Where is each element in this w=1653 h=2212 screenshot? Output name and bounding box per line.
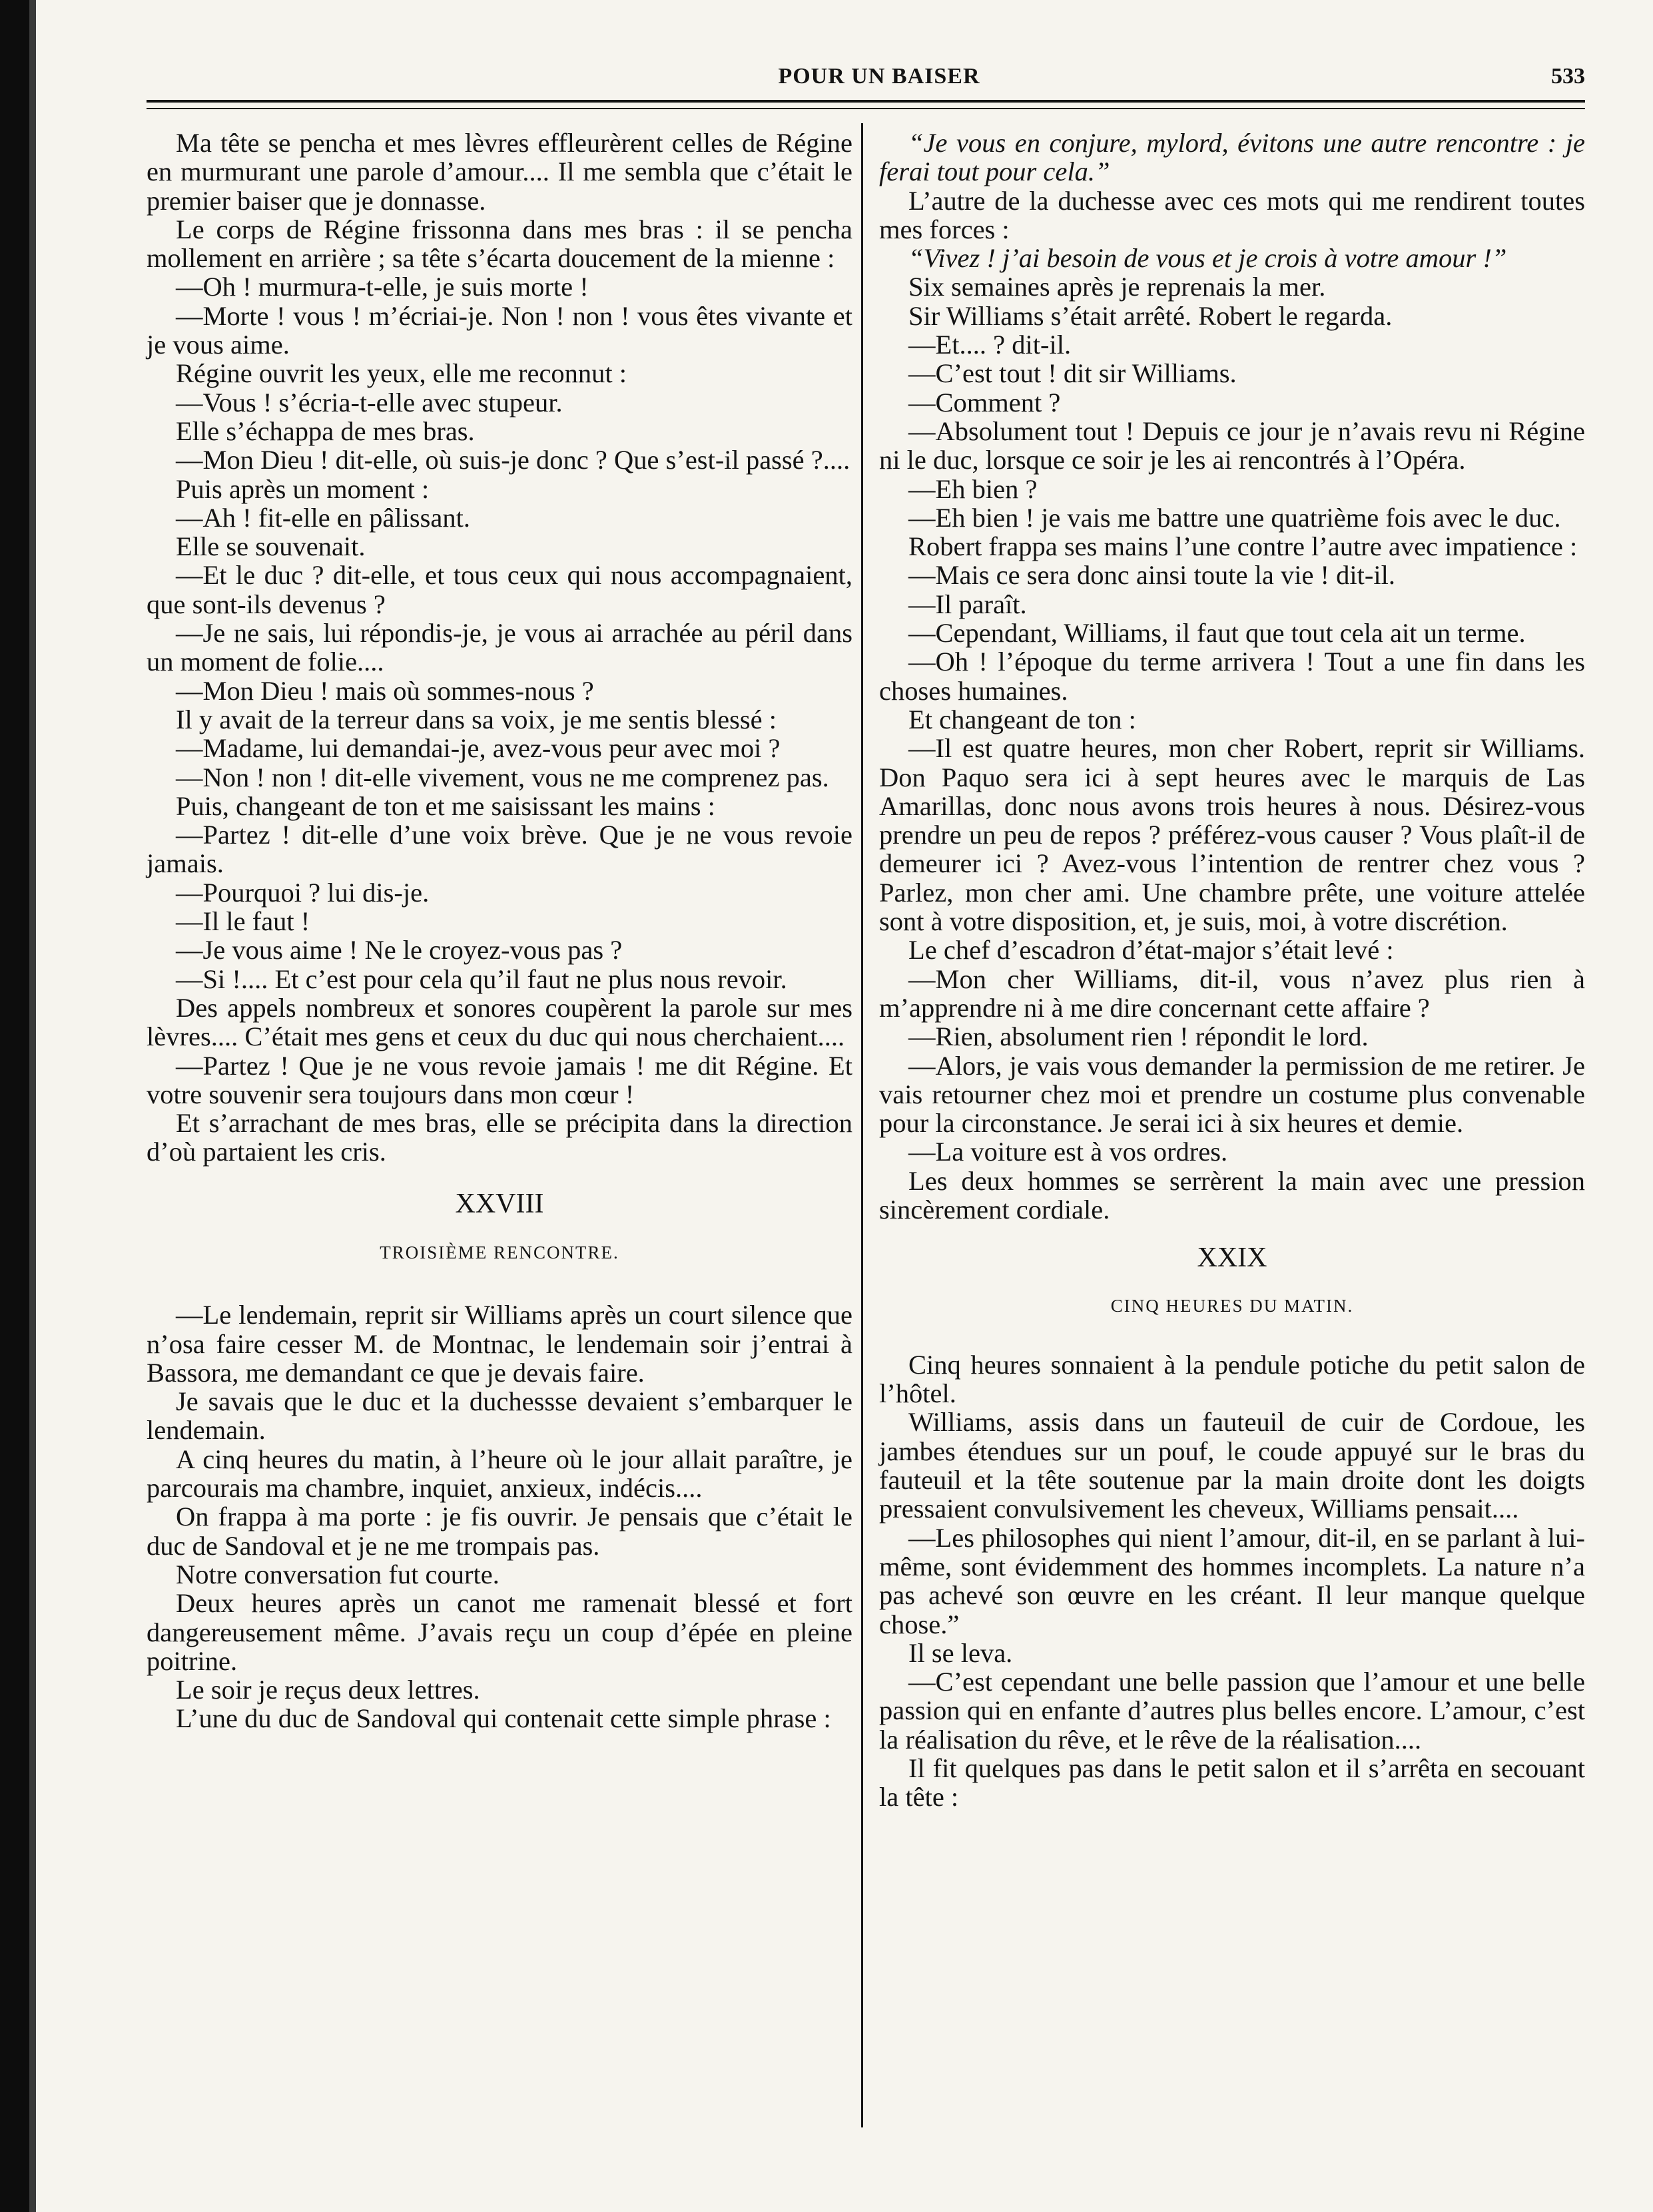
- paragraph: —Oh ! l’époque du terme arrivera ! Tout a une fin dans les choses humaines.: [879, 647, 1585, 706]
- paragraph: —Alors, je vais vous demander la permission de me retirer. Je vais retourner chez moi et prendre un costume plus convenable pour la circonstance. Je serai ici à six heures et demie.: [879, 1050, 1585, 1139]
- paragraph: —Mais ce sera donc ainsi toute la vie ! dit-il.: [908, 560, 1396, 591]
- paragraph: —La voiture est à vos ordres.: [908, 1137, 1228, 1167]
- right-column: [879, 129, 1585, 1812]
- paragraph: —Je ne sais, lui répondis-je, je vous ai arrachée au péril dans un moment de folie....: [147, 618, 852, 677]
- paragraph: —Il le faut !: [176, 906, 310, 937]
- page-number: 533: [1551, 64, 1585, 89]
- paragraph: —Morte ! vous ! m’écriai-je. Non ! non ! vous êtes vivante et je vous aime.: [147, 300, 852, 360]
- paragraph: —C’est tout ! dit sir Williams.: [908, 358, 1237, 389]
- paragraph: —Le lendemain, reprit sir Williams après un court silence que n’osa faire cesser M. de Montnac, le lendemain soir j’entrai à Bassora, me demandant ce que je devais faire.: [147, 1300, 852, 1388]
- paragraph: Et changeant de ton :: [908, 704, 1136, 734]
- paragraph: —Partez ! dit-elle d’une voix brève. Que je ne vous revoie jamais.: [147, 820, 852, 879]
- paragraph: —Et le duc ? dit-elle, et tous ceux qui nous accompagnaient, que sont-ils devenus ?: [147, 560, 852, 619]
- paragraph: Williams, assis dans un fauteuil de cuir de Cordoue, les jambes étendues sur un pouf, le coude appuyé sur le bras du fauteuil et la tête soutenue par la main droite dont les doigts pressaient convulsivement les cheveux, Williams pensait....: [879, 1407, 1585, 1524]
- header-rule-thin: [147, 108, 1585, 109]
- paragraph: Des appels nombreux et sonores coupèrent la parole sur mes lèvres.... C’était mes gens et ceux du duc qui nous cherchaient....: [147, 992, 852, 1052]
- paragraph: —Les philosophes qui nient l’amour, dit-il, en se parlant à lui-même, sont évidemment des hommes incomplets. La nature n’a pas achevé son œuvre en les créant. Il leur manque quelque chose.”: [879, 1522, 1585, 1639]
- paragraph: Six semaines après je reprenais la mer.: [908, 272, 1326, 302]
- paragraph: Il y avait de la terreur dans sa voix, je me sentis blessé :: [176, 704, 777, 734]
- paragraph: —Non ! non ! dit-elle vivement, vous ne me comprenez pas.: [176, 762, 829, 792]
- paragraph: —Il est quatre heures, mon cher Robert, reprit sir Williams. Don Paquo sera ici à sept heures avec le marquis de Las Amarillas, donc nous avons trois heures à nous. Désirez-vous prendre un peu de repos ? préférez-vous causer ? Vous plaît-il de demeurer ici ? Avez-vous l’intention de rentrer chez vous ? Parlez, mon cher ami. Une chambre prête, une voiture attelée sont à votre disposition, et, je suis, moi, à votre discrétion.: [879, 733, 1585, 937]
- paragraph: Régine ouvrit les yeux, elle me reconnut :: [176, 358, 627, 389]
- column-divider: [861, 123, 863, 2127]
- chapter-number: XXVIII: [455, 1188, 544, 1219]
- paragraph: Il se leva.: [908, 1637, 1013, 1668]
- paragraph: —Mon Dieu ! dit-elle, où suis-je donc ? Que s’est-il passé ?....: [176, 445, 850, 475]
- paragraph: —C’est cependant une belle passion que l’amour et une belle passion qui en enfante d’autres plus belles encore. L’amour, c’est la réalisation du rêve, et le rêve de la réalisation....: [879, 1667, 1585, 1755]
- paragraph: Je savais que le duc et la duchessse devaient s’embarquer le lendemain.: [147, 1386, 852, 1446]
- paragraph: —Il paraît.: [908, 589, 1027, 619]
- paragraph: Et s’arrachant de mes bras, elle se précipita dans la direction d’où partaient les cris.: [147, 1108, 852, 1167]
- paragraph: Le soir je reçus deux lettres.: [176, 1675, 480, 1705]
- paragraph: —Mon Dieu ! mais où sommes-nous ?: [176, 675, 594, 706]
- paragraph: —Mon cher Williams, dit-il, vous n’avez plus rien à m’apprendre ni à me dire concernant cette affaire ?: [879, 964, 1585, 1023]
- paragraph: Puis après un moment :: [176, 473, 430, 504]
- paragraph: —Rien, absolument rien ! répondit le lord.: [908, 1021, 1369, 1052]
- paragraph: —Cependant, Williams, il faut que tout cela ait un terme.: [908, 618, 1526, 649]
- paragraph: —Comment ?: [908, 387, 1061, 417]
- paragraph: Sir Williams s’était arrêté. Robert le regarda.: [908, 300, 1393, 331]
- header-rule: [147, 100, 1585, 103]
- paragraph: —Eh bien ! je vais me battre une quatrième fois avec le duc.: [908, 502, 1561, 533]
- paragraph: Notre conversation fut courte.: [176, 1559, 499, 1589]
- left-text-after: [147, 1300, 852, 1733]
- paragraph: Deux heures après un canot me ramenait blessé et fort dangereusement même. J’avais reçu un coup d’épée en pleine poitrine.: [147, 1588, 852, 1676]
- paragraph: Robert frappa ses mains l’une contre l’autre avec impatience :: [908, 531, 1578, 562]
- paragraph: Cinq heures sonnaient à la pendule potiche du petit salon de l’hôtel.: [879, 1349, 1585, 1409]
- paragraph: Elle se souvenait.: [176, 531, 366, 562]
- paragraph: —Si !.... Et c’est pour cela qu’il faut ne plus nous revoir.: [176, 964, 787, 994]
- paragraph: —Oh ! murmura-t-elle, je suis morte !: [176, 272, 589, 302]
- paragraph: —Eh bien ?: [908, 473, 1038, 504]
- binding-edge: [29, 0, 36, 2212]
- letter-quote-duchess: “Vivez ! j’ai besoin de vous et je crois à votre amour !”: [908, 243, 1507, 274]
- paragraph: Il fit quelques pas dans le petit salon et il s’arrêta en secouant la tête :: [879, 1753, 1585, 1812]
- paragraph: —Partez ! Que je ne vous revoie jamais ! me dit Régine. Et votre souvenir sera toujours dans mon cœur !: [147, 1050, 852, 1109]
- paragraph: —Ah ! fit-elle en pâlissant.: [176, 502, 470, 533]
- page-header: [147, 64, 1585, 104]
- left-text-before: [147, 129, 852, 1167]
- paragraph: Les deux hommes se serrèrent la main avec une pression sincèrement cordiale.: [879, 1165, 1585, 1225]
- paragraph: L’autre de la duchesse avec ces mots qui me rendirent toutes mes forces :: [879, 185, 1585, 244]
- paragraph: Puis, changeant de ton et me saisissant les mains :: [176, 790, 715, 821]
- paragraph: Le corps de Régine frissonna dans mes bras : il se pencha mollement en arrière ; sa tête s’écarta doucement de la mienne :: [147, 214, 852, 274]
- running-title: POUR UN BAISER: [778, 64, 980, 89]
- paragraph: On frappa à ma porte : je fis ouvrir. Je pensais que c’était le duc de Sandoval et je ne me trompais pas.: [147, 1502, 852, 1561]
- paragraph: Elle s’échappa de mes bras.: [176, 415, 475, 446]
- letter-quote-duke: “Je vous en conjure, mylord, évitons une autre rencontre : je ferai tout pour cela.”: [879, 128, 1585, 187]
- left-column: [147, 129, 852, 1733]
- chapter-number: XXIX: [1197, 1243, 1267, 1274]
- chapter-title: CINQ HEURES DU MATIN.: [1110, 1295, 1354, 1316]
- chapter-title: TROISIÈME RENCONTRE.: [380, 1242, 619, 1262]
- paragraph: —Et.... ? dit-il.: [908, 330, 1072, 360]
- paragraph: Le chef d’escadron d’état-major s’était levé :: [908, 935, 1394, 966]
- paragraph: —Je vous aime ! Ne le croyez-vous pas ?: [176, 935, 623, 966]
- paragraph: Ma tête se pencha et mes lèvres effleurèrent celles de Régine en murmurant une parole d’amour.... Il me sembla que c’était le premier baiser que je donnasse.: [147, 128, 852, 216]
- right-text-after: [879, 1350, 1585, 1812]
- paragraph: L’une du duc de Sandoval qui contenait cette simple phrase :: [176, 1703, 831, 1734]
- paragraph: —Pourquoi ? lui dis-je.: [176, 877, 430, 908]
- paragraph: —Madame, lui demandai-je, avez-vous peur avec moi ?: [176, 733, 781, 764]
- paragraph: A cinq heures du matin, à l’heure où le jour allait paraître, je parcourais ma chambre, inquiet, anxieux, indécis....: [147, 1444, 852, 1504]
- right-text-middle: [879, 272, 1585, 1224]
- paragraph: —Absolument tout ! Depuis ce jour je n’avais revu ni Régine ni le duc, lorsque ce soir je les ai rencontrés à l’Opéra.: [879, 415, 1585, 475]
- paragraph: —Vous ! s’écria-t-elle avec stupeur.: [176, 387, 563, 417]
- binding-shadow: [0, 0, 29, 2212]
